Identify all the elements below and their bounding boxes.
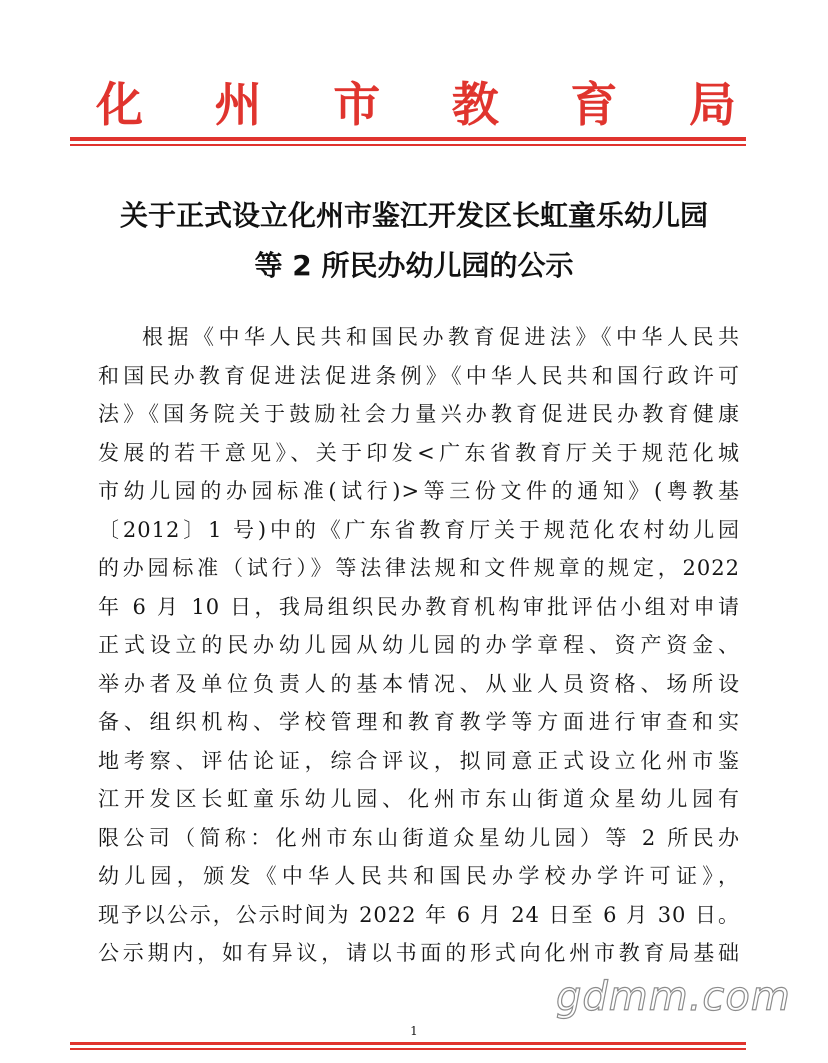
body-line: 发展的若干意见》、关于印发<广东省教育厅关于规范化城 [98, 440, 740, 465]
body-line: 现予以公示，公示时间为 2022 年 6 月 24 日至 6 月 30 日。 [98, 902, 740, 927]
letterhead-char: 育 [570, 78, 618, 133]
body-line: 正式设立的民办幼儿园从幼儿园的办学章程、资产资金、 [98, 633, 740, 657]
footer-divider-thick [70, 1042, 746, 1045]
letterhead-char: 局 [688, 78, 736, 133]
body-line: 地考察、评估论证，综合评议，拟同意正式设立化州市鉴 [98, 748, 740, 773]
body-line: 举办者及单位负责人的基本情况、从业人员资格、场所设 [98, 671, 740, 696]
page-number: 1 [410, 1024, 418, 1038]
body-line: 市幼儿园的办园标准(试行)>等三份文件的通知》(粤教基 [98, 479, 740, 503]
letterhead-title [96, 76, 736, 136]
letterhead-divider-thin [70, 144, 746, 146]
notice-title-line-2: 等 2 所民办幼儿园的公示 [254, 249, 574, 282]
footer-divider-thin [70, 1048, 746, 1050]
body-line: 〔2012〕1 号)中的《广东省教育厅关于规范化农村幼儿园 [98, 517, 740, 542]
body-line: 和国民办教育促进法促进条例》《中华人民共和国行政许可 [98, 363, 740, 388]
body-line: 江开发区长虹童乐幼儿园、化州市东山街道众星幼儿园有 [98, 787, 740, 811]
body-line: 幼儿园，颁发《中华人民共和国民办学校办学许可证》， [98, 864, 740, 888]
letterhead-char: 化 [96, 78, 143, 133]
notice-body [98, 318, 740, 973]
letterhead-char: 州 [214, 78, 262, 133]
letterhead-char: 教 [451, 78, 499, 133]
letterhead-char: 市 [333, 78, 381, 133]
body-line: 限公司（简称：化州市东山街道众星幼儿园）等 2 所民办 [98, 825, 740, 850]
body-line: 公示期内，如有异议，请以书面的形式向化州市教育局基础 [98, 941, 740, 965]
watermark: gdmm.com [556, 974, 791, 1020]
body-line: 根据《中华人民共和国民办教育促进法》《中华人民共 [142, 325, 740, 349]
notice-title-line-1: 关于正式设立化州市鉴江开发区长虹童乐幼儿园 [119, 199, 708, 232]
body-line: 备、组织机构、学校管理和教育教学等方面进行审查和实 [98, 710, 740, 734]
body-line: 的办园标准（试行）》等法律法规和文件规章的规定，2022 [98, 556, 740, 580]
body-line: 年 6 月 10 日，我局组织民办教育机构审批评估小组对申请 [98, 594, 740, 619]
body-line: 法》《国务院关于鼓励社会力量兴办教育促进民办教育健康 [98, 402, 740, 426]
letterhead-divider-thick [70, 137, 746, 141]
